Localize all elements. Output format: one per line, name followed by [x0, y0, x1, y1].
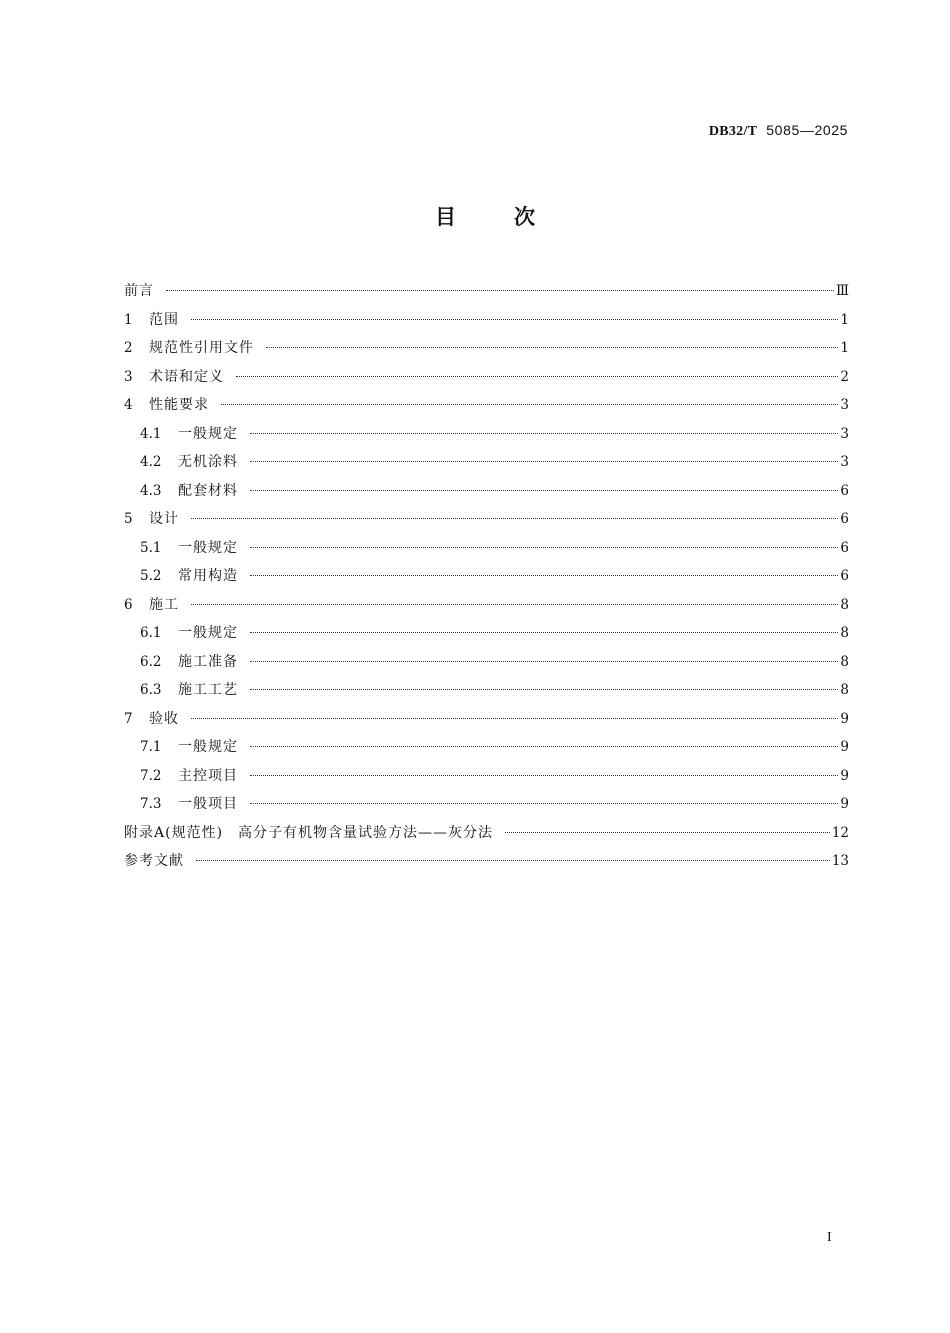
toc-entry-page: 9 [840, 767, 849, 784]
toc-entry-number: 4.3 [140, 482, 162, 499]
toc-entry-title: 一般规定 [178, 739, 238, 755]
toc-entry-title: 前言 [124, 283, 154, 299]
toc-dot-leader [250, 490, 838, 491]
toc-entry[interactable] [124, 619, 849, 648]
toc-entry-page: 8 [840, 653, 849, 670]
toc-entry-page: 6 [840, 568, 849, 584]
toc-entry-page: 9 [840, 739, 849, 755]
toc-dot-leader [266, 347, 838, 348]
toc-dot-leader [250, 689, 838, 690]
toc-entry[interactable] [124, 277, 849, 306]
toc-entry-title: 术语和定义 [149, 368, 224, 385]
toc-entry-page: 6 [840, 539, 849, 556]
toc-entry[interactable] [124, 391, 849, 420]
toc-entry-number: 7 [124, 710, 133, 727]
toc-entry[interactable] [124, 790, 849, 819]
toc-entry-title: 验收 [149, 710, 179, 727]
toc-entry-number: 5 [124, 511, 133, 527]
toc-entry-title: 规范性引用文件 [149, 340, 254, 356]
toc-entry-title: 一般规定 [178, 625, 238, 641]
toc-entry-number: 7.2 [140, 767, 162, 784]
toc-dot-leader [221, 404, 838, 405]
toc-entry-title: 设计 [149, 511, 179, 527]
toc-entry-page: 6 [840, 482, 849, 499]
toc-dot-leader [250, 661, 838, 662]
toc-entry-number: 7.1 [140, 739, 162, 755]
toc-entry-page: 8 [840, 682, 849, 698]
toc-entry-title: 施工 [149, 596, 179, 613]
toc-dot-leader [191, 319, 838, 320]
toc-entry-page: 9 [840, 796, 849, 812]
toc-entry[interactable] [124, 306, 849, 335]
toc-entry-page: 3 [840, 454, 849, 470]
toc-entry-title: 配套材料 [178, 482, 238, 499]
toc-dot-leader [191, 518, 838, 519]
toc-entry[interactable] [124, 819, 849, 848]
toc-entry-number: 7.3 [140, 796, 162, 812]
toc-entry-page: 9 [840, 710, 849, 727]
toc-entry-number: 4.1 [140, 425, 162, 442]
toc-entry[interactable] [124, 477, 849, 506]
toc-dot-leader [166, 290, 834, 291]
toc-entry-number: 2 [124, 340, 133, 356]
toc-entry-number: 5.2 [140, 568, 162, 584]
toc-dot-leader [191, 604, 838, 605]
toc-entry[interactable] [124, 448, 849, 477]
toc-dot-leader [505, 832, 830, 833]
toc-dot-leader [250, 547, 838, 548]
toc-dot-leader [250, 461, 838, 462]
toc-entry-title: 范围 [149, 311, 179, 328]
toc-entry-page: 8 [840, 625, 849, 641]
toc-entry-title: 参考文献 [124, 853, 184, 869]
toc-entry-title: 无机涂料 [178, 454, 238, 470]
toc-entry-page: Ⅲ [835, 283, 849, 299]
page-title [0, 203, 950, 231]
toc-entry-title: 一般规定 [178, 539, 238, 556]
toc-entry-title: 施工准备 [178, 653, 238, 670]
toc-entry-number: 1 [124, 311, 133, 328]
toc-entry-title: 施工工艺 [178, 682, 238, 698]
document-code-number: 5085—2025 [766, 122, 848, 138]
document-code-prefix: DB32/T [708, 124, 758, 139]
toc-entry-number: 4 [124, 397, 133, 413]
toc-entry-page: 3 [840, 397, 849, 413]
page-title-char-2: 次 [514, 205, 537, 229]
table-of-contents [124, 277, 849, 876]
toc-dot-leader [250, 775, 838, 776]
toc-entry-number: 6.1 [140, 625, 162, 641]
toc-entry-number: 6.3 [140, 682, 162, 698]
toc-entry-title: 附录A(规范性) 高分子有机物含量试验方法——灰分法 [124, 824, 494, 841]
toc-entry-title: 一般规定 [178, 425, 238, 442]
toc-entry[interactable] [124, 534, 849, 563]
toc-entry-page: 6 [840, 511, 849, 527]
toc-dot-leader [236, 376, 838, 377]
toc-entry[interactable] [124, 363, 849, 392]
toc-entry[interactable] [124, 762, 849, 791]
document-code [709, 121, 848, 141]
toc-entry[interactable] [124, 334, 849, 363]
toc-entry-title: 性能要求 [149, 397, 209, 413]
toc-entry-number: 3 [124, 368, 133, 385]
toc-entry-page: 1 [840, 311, 849, 328]
toc-entry-page: 12 [831, 824, 849, 841]
toc-entry[interactable] [124, 591, 849, 620]
toc-dot-leader [250, 746, 838, 747]
toc-entry-number: 6.2 [140, 653, 162, 670]
toc-dot-leader [196, 860, 830, 861]
toc-entry[interactable] [124, 648, 849, 677]
toc-entry-number: 5.1 [140, 539, 162, 556]
toc-entry[interactable] [124, 420, 849, 449]
toc-entry-page: 2 [840, 368, 849, 385]
toc-dot-leader [250, 803, 838, 804]
toc-entry-page: 3 [840, 425, 849, 442]
toc-entry[interactable] [124, 562, 849, 591]
page-title-char-1: 目 [435, 205, 458, 229]
toc-entry-page: 1 [840, 340, 849, 356]
toc-entry-number: 6 [124, 596, 133, 613]
toc-dot-leader [191, 718, 838, 719]
toc-entry[interactable] [124, 733, 849, 762]
toc-entry[interactable] [124, 505, 849, 534]
toc-entry[interactable] [124, 676, 849, 705]
toc-dot-leader [250, 632, 838, 633]
toc-entry-page: 8 [840, 596, 849, 613]
page-number: I [827, 1230, 832, 1245]
toc-entry-number: 4.2 [140, 454, 162, 470]
toc-entry-title: 一般项目 [178, 796, 238, 812]
toc-entry-title: 主控项目 [178, 767, 238, 784]
toc-entry-page: 13 [831, 853, 849, 869]
toc-entry-title: 常用构造 [178, 568, 238, 584]
toc-dot-leader [250, 575, 838, 576]
toc-dot-leader [250, 433, 838, 434]
toc-entry[interactable] [124, 705, 849, 734]
toc-entry[interactable] [124, 847, 849, 876]
